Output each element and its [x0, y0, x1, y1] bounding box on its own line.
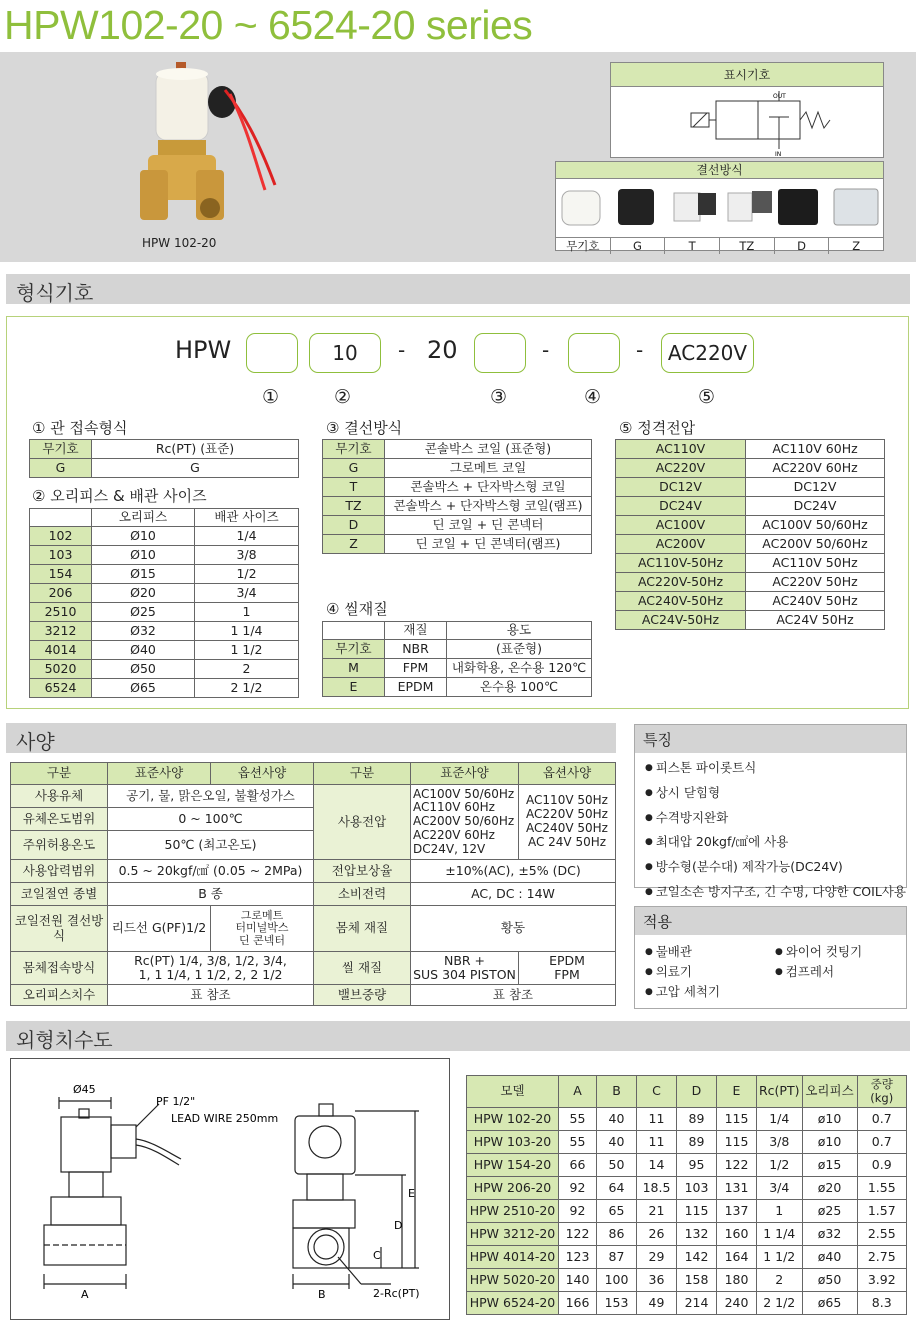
line: AC240V 50Hz	[526, 821, 608, 835]
header-cell: A	[559, 1076, 597, 1108]
cell: 0 ~ 100℃	[108, 808, 314, 831]
cell: G	[30, 459, 92, 478]
cell: 8.3	[857, 1292, 907, 1315]
header-cell: 모델	[467, 1076, 559, 1108]
wiring-label: TZ	[720, 238, 775, 254]
cell: TZ	[323, 497, 385, 516]
header-cell: D	[677, 1076, 717, 1108]
line: FPM	[554, 967, 580, 982]
wiring-header: 결선방식	[556, 162, 883, 179]
cell: 온수용 100℃	[447, 678, 592, 697]
cell: 115	[677, 1200, 717, 1223]
cell: EPDM	[385, 678, 447, 697]
cell: DC24V	[746, 497, 885, 516]
header-cell: Rc(PT)	[757, 1076, 803, 1108]
cell: 40	[597, 1131, 637, 1154]
app-item: ● 컴프레서	[775, 963, 862, 983]
header-cell: 구분	[314, 763, 411, 785]
orifice-title: ② 오리피스 & 배관 사이즈	[32, 487, 207, 505]
wiring-label-row	[556, 237, 883, 254]
cell: AC200V 50/60Hz	[746, 535, 885, 554]
applications-title: 적용	[635, 907, 906, 935]
cell: 21	[637, 1200, 677, 1223]
line: 1, 1 1/4, 1 1/2, 2, 2 1/2	[138, 967, 283, 982]
cell: 89	[677, 1108, 717, 1131]
dimension-drawing	[11, 1059, 449, 1319]
dim-lead-label: LEAD WIRE 250mm	[171, 1112, 279, 1125]
feature-item: ● 최대압 20kgf/㎠에 사용	[645, 831, 906, 856]
cell: 몸체 재질	[314, 906, 411, 952]
cell: 36	[637, 1269, 677, 1292]
cell: 11	[637, 1131, 677, 1154]
cell: 92	[559, 1177, 597, 1200]
cell: 3/4	[195, 584, 299, 603]
cell: 그로메트 코일	[385, 459, 592, 478]
cell: 92	[559, 1200, 597, 1223]
features-list	[635, 753, 906, 906]
line: Rc(PT) 1/4, 3/8, 1/2, 3/4,	[134, 952, 287, 968]
cell: 50℃ (최고온도)	[108, 831, 314, 860]
cell: 1 1/2	[195, 641, 299, 660]
cell: NBR	[385, 640, 447, 659]
cell: 1	[757, 1200, 803, 1223]
symbol-in-label: IN	[775, 151, 782, 157]
code-box-1	[246, 333, 298, 373]
dimension-table	[466, 1075, 907, 1315]
cell: 65	[597, 1200, 637, 1223]
cell: 전압보상율	[314, 860, 411, 883]
valve-symbol	[611, 87, 883, 157]
cell: ø65	[802, 1292, 857, 1315]
feature-item: ● 방수형(분수대) 제작가능(DC24V)	[645, 856, 906, 881]
cell: 103	[30, 546, 92, 565]
app-item: ● 의료기	[645, 963, 720, 983]
cell: AC220V-50Hz	[616, 573, 746, 592]
cell: M	[323, 659, 385, 678]
symbol-out-label: OUT	[773, 93, 786, 100]
cell: 214	[677, 1292, 717, 1315]
cell: 리드선 G(PF)1/2	[108, 906, 211, 952]
cell: 황동	[411, 906, 616, 952]
seal-table	[322, 621, 592, 697]
code-number: ③	[490, 386, 508, 408]
cell: DC12V	[616, 478, 746, 497]
cell: 1/4	[195, 527, 299, 546]
cell: Ø40	[92, 641, 195, 660]
header-cell: 용도	[447, 622, 592, 640]
cell: 142	[677, 1246, 717, 1269]
cell: 1.55	[857, 1177, 907, 1200]
cell: 표 참조	[108, 985, 314, 1006]
cell: HPW 6524-20	[467, 1292, 559, 1315]
line: 그로메트	[240, 908, 284, 922]
cell: 55	[559, 1108, 597, 1131]
cell: 2.75	[857, 1246, 907, 1269]
cell: ±10%(AC), ±5% (DC)	[411, 860, 616, 883]
line: SUS 304 PISTON	[413, 967, 516, 982]
dim-rc-label: 2-Rc(PT)	[373, 1287, 420, 1300]
header-cell: 옵션사양	[519, 763, 616, 785]
code-dash: -	[542, 338, 550, 362]
cell: 주위허용온도	[11, 831, 108, 860]
cell: ø20	[802, 1177, 857, 1200]
cell: 115	[717, 1108, 757, 1131]
wiring-type-table	[322, 439, 592, 554]
cell: AC240V-50Hz	[616, 592, 746, 611]
header-cell: 표준사양	[108, 763, 211, 785]
code-dash: -	[636, 338, 644, 362]
cell: HPW 4014-20	[467, 1246, 559, 1269]
page-title: HPW102-20 ~ 6524-20 series	[4, 2, 533, 48]
cell: G	[323, 459, 385, 478]
cell: ø25	[802, 1200, 857, 1223]
cell: ø10	[802, 1108, 857, 1131]
cell: 공기, 물, 맑은오일, 불활성가스	[108, 785, 314, 808]
cell: 2	[757, 1269, 803, 1292]
code-number: ②	[334, 386, 352, 408]
code-number: ④	[584, 386, 602, 408]
cell: 1 1/4	[757, 1223, 803, 1246]
cell: AC110V-50Hz	[616, 554, 746, 573]
cell: ø50	[802, 1269, 857, 1292]
cell: 3/8	[757, 1131, 803, 1154]
seal-title: ④ 씰재질	[326, 600, 388, 618]
pipe-connection-title: ① 관 접속형식	[32, 419, 128, 437]
cell: 66	[559, 1154, 597, 1177]
code-box-2: 10	[309, 333, 381, 373]
cell: 3/4	[757, 1177, 803, 1200]
dim-e-label: E	[408, 1187, 415, 1200]
cell: 14	[637, 1154, 677, 1177]
cell: 유체온도범위	[11, 808, 108, 831]
cell: 87	[597, 1246, 637, 1269]
header-cell: 재질	[385, 622, 447, 640]
cell: 무기호	[323, 440, 385, 459]
cell: 206	[30, 584, 92, 603]
dim-phi-label: Ø45	[73, 1083, 96, 1096]
cell: 오리피스치수	[11, 985, 108, 1006]
applications-list-left	[645, 943, 720, 1003]
cell: 무기호	[30, 440, 92, 459]
line: AC220V 60Hz	[413, 827, 495, 842]
feature-item: ● 상시 닫힘형	[645, 782, 906, 807]
cell: AC24V 50Hz	[746, 611, 885, 630]
cell: AC24V-50Hz	[616, 611, 746, 630]
cell: 103	[677, 1177, 717, 1200]
dim-a-label: A	[81, 1288, 89, 1301]
cell: 26	[637, 1223, 677, 1246]
cell: AC, DC : 14W	[411, 883, 616, 906]
pipe-connection-table	[29, 439, 299, 478]
feature-item: ● 피스톤 파이롯트식	[645, 757, 906, 782]
cell: 158	[677, 1269, 717, 1292]
cell: 180	[717, 1269, 757, 1292]
cell: 132	[677, 1223, 717, 1246]
cell: AC220V 60Hz	[746, 459, 885, 478]
wiring-box	[555, 161, 884, 251]
header-cell: 옵션사양	[211, 763, 314, 785]
cell: Ø65	[92, 679, 195, 698]
code-number: ①	[262, 386, 280, 408]
voltage-title: ⑤ 정격전압	[619, 419, 696, 437]
cell: AC110V 50Hz	[746, 554, 885, 573]
cell: 내화학용, 온수용 120℃	[447, 659, 592, 678]
cell: 153	[597, 1292, 637, 1315]
cell: 5020	[30, 660, 92, 679]
orifice-table	[29, 508, 299, 698]
code-mid: 20	[427, 336, 458, 364]
cell: 1 1/4	[195, 622, 299, 641]
cell: 164	[717, 1246, 757, 1269]
header-cell: 오리피스	[92, 509, 195, 527]
cell: AC100V 50/60Hz	[746, 516, 885, 535]
line: AC110V 60Hz	[413, 800, 495, 815]
cell: 1.57	[857, 1200, 907, 1223]
line: AC100V 50/60Hz	[413, 786, 515, 801]
line: AC 24V 50Hz	[527, 834, 607, 849]
cell: 240	[717, 1292, 757, 1315]
cell: 3212	[30, 622, 92, 641]
cell: 40	[597, 1108, 637, 1131]
line: AC110V 50Hz	[526, 793, 608, 808]
cell: 1/2	[195, 565, 299, 584]
cell: AC220V	[616, 459, 746, 478]
dim-b-label: B	[318, 1288, 326, 1301]
cell: 160	[717, 1223, 757, 1246]
code-box-3	[474, 333, 526, 373]
dim-d-label: D	[394, 1219, 403, 1232]
cell: HPW 3212-20	[467, 1223, 559, 1246]
line: AC220V 50Hz	[526, 807, 608, 822]
header-cell	[30, 509, 92, 527]
spec-table	[10, 762, 616, 1006]
cell: Ø50	[92, 660, 195, 679]
cell: AC110V	[616, 440, 746, 459]
cell: HPW 154-20	[467, 1154, 559, 1177]
header-cell: 구분	[11, 763, 108, 785]
cell: HPW 102-20	[467, 1108, 559, 1131]
cell: 3/8	[195, 546, 299, 565]
app-item: ● 물배관	[645, 943, 720, 963]
header-cell: B	[597, 1076, 637, 1108]
header-cell	[323, 622, 385, 640]
line: AC200V 50/60Hz	[413, 814, 515, 829]
cell: 0.5 ~ 20kgf/㎠ (0.05 ~ 2MPa)	[108, 860, 314, 883]
code-box-5: AC220V	[661, 333, 754, 373]
cell: 137	[717, 1200, 757, 1223]
photo-caption: HPW 102-20	[142, 236, 217, 250]
cell: 2 1/2	[757, 1292, 803, 1315]
applications-box	[634, 906, 907, 1009]
line: NBR +	[443, 952, 486, 968]
cell: 콘솔박스 + 단자박스형 코일	[385, 478, 592, 497]
cell: AC200V	[616, 535, 746, 554]
app-item: ● 와이어 컷팅기	[775, 943, 862, 963]
cell: HPW 206-20	[467, 1177, 559, 1200]
cell: 몸체접속방식	[11, 952, 108, 985]
symbol-header: 표시기호	[611, 63, 883, 87]
cell: AC220V 50Hz	[746, 573, 885, 592]
cell: 1/4	[757, 1108, 803, 1131]
cell: 64	[597, 1177, 637, 1200]
features-title: 특징	[635, 725, 906, 753]
cell: 89	[677, 1131, 717, 1154]
cell: 무기호	[323, 640, 385, 659]
cell: G	[92, 459, 299, 478]
cell: 100	[597, 1269, 637, 1292]
feature-item: ● 코일소손 방지구조, 긴 수명, 다양한 COIL사용	[645, 881, 906, 906]
cell: 122	[559, 1223, 597, 1246]
header-cell: 배관 사이즈	[195, 509, 299, 527]
cell: Ø15	[92, 565, 195, 584]
symbol-box	[610, 62, 884, 158]
code-prefix: HPW	[175, 336, 232, 364]
cell: 1	[195, 603, 299, 622]
cell	[519, 952, 616, 985]
cell: 1 1/2	[757, 1246, 803, 1269]
cell: 18.5	[637, 1177, 677, 1200]
cell: 사용전압	[314, 785, 411, 860]
cell	[519, 785, 616, 860]
cell: 씰 재질	[314, 952, 411, 985]
wiring-label: 무기호	[556, 238, 611, 254]
cell: 2510	[30, 603, 92, 622]
cell: 0.9	[857, 1154, 907, 1177]
cell: 95	[677, 1154, 717, 1177]
cell: 140	[559, 1269, 597, 1292]
valve-photo	[130, 60, 290, 235]
cell: DC24V	[616, 497, 746, 516]
code-number: ⑤	[698, 386, 716, 408]
cell: 밸브중량	[314, 985, 411, 1006]
cell: 사용압력범위	[11, 860, 108, 883]
header-cell: C	[637, 1076, 677, 1108]
cell: ø10	[802, 1131, 857, 1154]
cell: 2	[195, 660, 299, 679]
cell: HPW 2510-20	[467, 1200, 559, 1223]
cell: ø15	[802, 1154, 857, 1177]
cell: ø40	[802, 1246, 857, 1269]
cell: HPW 5020-20	[467, 1269, 559, 1292]
cell	[411, 785, 519, 860]
cell: 29	[637, 1246, 677, 1269]
cell: 딘 코일 + 딘 콘넥터	[385, 516, 592, 535]
cell: T	[323, 478, 385, 497]
wiring-label: Z	[852, 239, 861, 253]
cell: Ø10	[92, 546, 195, 565]
cell: 115	[717, 1131, 757, 1154]
wiring-label: T	[665, 238, 720, 254]
cell: DC12V	[746, 478, 885, 497]
wiring-label: D	[775, 238, 830, 254]
app-item: ● 고압 세척기	[645, 983, 720, 1003]
wiring-type-title: ③ 결선방식	[326, 419, 403, 437]
cell: Z	[323, 535, 385, 554]
cell: 2.55	[857, 1223, 907, 1246]
cell: AC240V 50Hz	[746, 592, 885, 611]
section-dimensions: 외형치수도	[6, 1021, 910, 1051]
cell: 154	[30, 565, 92, 584]
cell	[211, 906, 314, 952]
cell: 11	[637, 1108, 677, 1131]
cell: 4014	[30, 641, 92, 660]
line: 딘 콘넥터	[238, 933, 285, 947]
cell: B 종	[108, 883, 314, 906]
cell: 0.7	[857, 1131, 907, 1154]
cell: 딘 코일 + 딘 콘넥터(램프)	[385, 535, 592, 554]
cell: 123	[559, 1246, 597, 1269]
feature-item: ● 수격방지완화	[645, 807, 906, 832]
applications-list-right	[775, 943, 862, 983]
header-cell: E	[717, 1076, 757, 1108]
cell: 166	[559, 1292, 597, 1315]
cell: AC110V 60Hz	[746, 440, 885, 459]
cell: 102	[30, 527, 92, 546]
cell: 49	[637, 1292, 677, 1315]
section-model-code: 형식기호	[6, 274, 910, 304]
cell: Ø20	[92, 584, 195, 603]
cell: HPW 103-20	[467, 1131, 559, 1154]
cell: 사용유체	[11, 785, 108, 808]
code-dash: -	[398, 338, 406, 362]
line: EPDM	[549, 952, 585, 968]
cell: 131	[717, 1177, 757, 1200]
cell: Ø25	[92, 603, 195, 622]
cell: 표 참조	[411, 985, 616, 1006]
header-cell: 표준사양	[411, 763, 519, 785]
features-box	[634, 724, 907, 899]
cell: FPM	[385, 659, 447, 678]
code-box-4	[568, 333, 620, 373]
cell: 122	[717, 1154, 757, 1177]
cell: Rc(PT) (표준)	[92, 440, 299, 459]
cell: 6524	[30, 679, 92, 698]
cell: 1/2	[757, 1154, 803, 1177]
cell: 55	[559, 1131, 597, 1154]
voltage-table	[615, 439, 885, 630]
cell: E	[323, 678, 385, 697]
header-cell: 오리피스	[802, 1076, 857, 1108]
cell: 86	[597, 1223, 637, 1246]
cell: 코일절연 종별	[11, 883, 108, 906]
wiring-photos	[556, 179, 883, 233]
section-spec: 사양	[6, 723, 616, 753]
dim-c-label: C	[373, 1249, 381, 1262]
cell: 소비전력	[314, 883, 411, 906]
cell	[411, 952, 519, 985]
cell: 콘솔박스 코일 (표준형)	[385, 440, 592, 459]
cell: 50	[597, 1154, 637, 1177]
cell: ø32	[802, 1223, 857, 1246]
cell: 콘솔박스 + 단자박스형 코일(램프)	[385, 497, 592, 516]
wiring-label: G	[611, 238, 666, 254]
cell	[108, 952, 314, 985]
cell: AC100V	[616, 516, 746, 535]
cell: (표준형)	[447, 640, 592, 659]
cell: 코일전원 결선방식	[11, 906, 108, 952]
cell: Ø10	[92, 527, 195, 546]
cell: 2 1/2	[195, 679, 299, 698]
line: DC24V, 12V	[413, 841, 486, 856]
line: 터미널박스	[235, 921, 289, 935]
cell: 3.92	[857, 1269, 907, 1292]
dim-pf-label: PF 1/2"	[156, 1095, 196, 1108]
cell: 0.7	[857, 1108, 907, 1131]
header-cell: 중량 (kg)	[857, 1076, 907, 1108]
cell: Ø32	[92, 622, 195, 641]
cell: D	[323, 516, 385, 535]
